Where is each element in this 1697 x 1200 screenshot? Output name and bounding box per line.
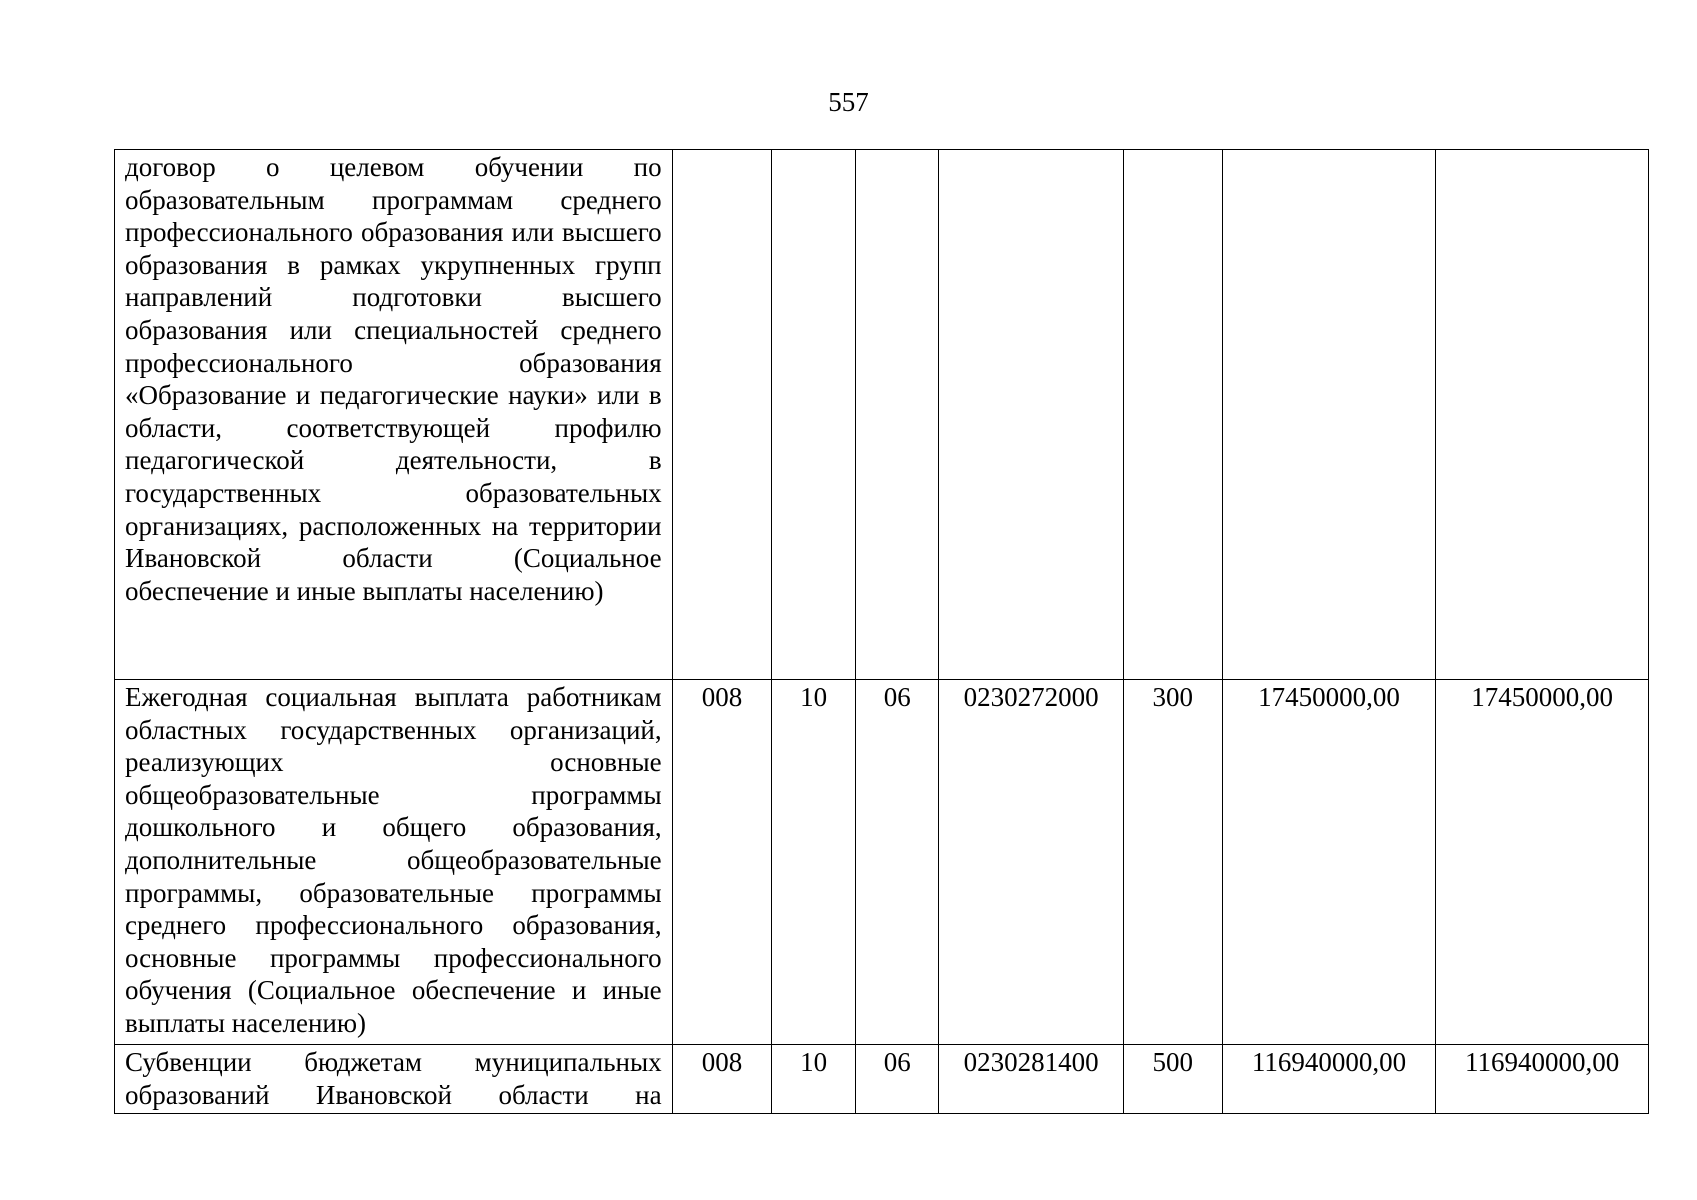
budget-table (114, 149, 1649, 1114)
amount-year-1-cell: 17450000,00 (1222, 680, 1436, 1045)
table-row (115, 150, 1649, 680)
target-article-cell (939, 150, 1123, 680)
target-article-cell: 0230272000 (939, 680, 1123, 1045)
table-row (115, 1045, 1649, 1114)
expense-type-cell: 500 (1123, 1045, 1222, 1114)
row-description: Ежегодная социальная выплата работникам областных государственных организаций, реализующих основные общеобразовательные программы дошкольного и общего образования, дополнительные общеобразовательные программы, образовательные программы среднего профессионального образования, основные программы профессионального обучения (Социальное обеспечение и иные выплаты населению) (115, 680, 673, 1045)
amount-year-1-cell: 116940000,00 (1222, 1045, 1436, 1114)
expense-type-cell: 300 (1123, 680, 1222, 1045)
ministry-code-cell: 008 (672, 1045, 772, 1114)
section-code-cell: 10 (772, 1045, 856, 1114)
page-number: 557 (828, 87, 869, 117)
amount-year-2-cell (1436, 150, 1649, 680)
expense-type-cell (1123, 150, 1222, 680)
table-row (115, 680, 1649, 1045)
row-description: договор о целевом обучении по образовательным программам среднего профессионального образования или высшего образования в рамках укрупненных групп направлений подготовки высшего образования или специальностей среднего профессионального образования «Образование и педагогические науки» или в области, соответствующей профилю педагогической деятельности, в государственных образовательных организациях, расположенных на территории Ивановской области (Социальное обеспечение и иные выплаты населению) (115, 150, 673, 680)
amount-year-2-cell: 17450000,00 (1436, 680, 1649, 1045)
subsection-code-cell (855, 150, 939, 680)
section-code-cell (772, 150, 856, 680)
ministry-code-cell: 008 (672, 680, 772, 1045)
amount-year-2-cell: 116940000,00 (1436, 1045, 1649, 1114)
amount-year-1-cell (1222, 150, 1436, 680)
subsection-code-cell: 06 (855, 1045, 939, 1114)
target-article-cell: 0230281400 (939, 1045, 1123, 1114)
ministry-code-cell (672, 150, 772, 680)
section-code-cell: 10 (772, 680, 856, 1045)
subsection-code-cell: 06 (855, 680, 939, 1045)
row-description: Субвенции бюджетам муниципальных образований Ивановской области на (115, 1045, 673, 1114)
